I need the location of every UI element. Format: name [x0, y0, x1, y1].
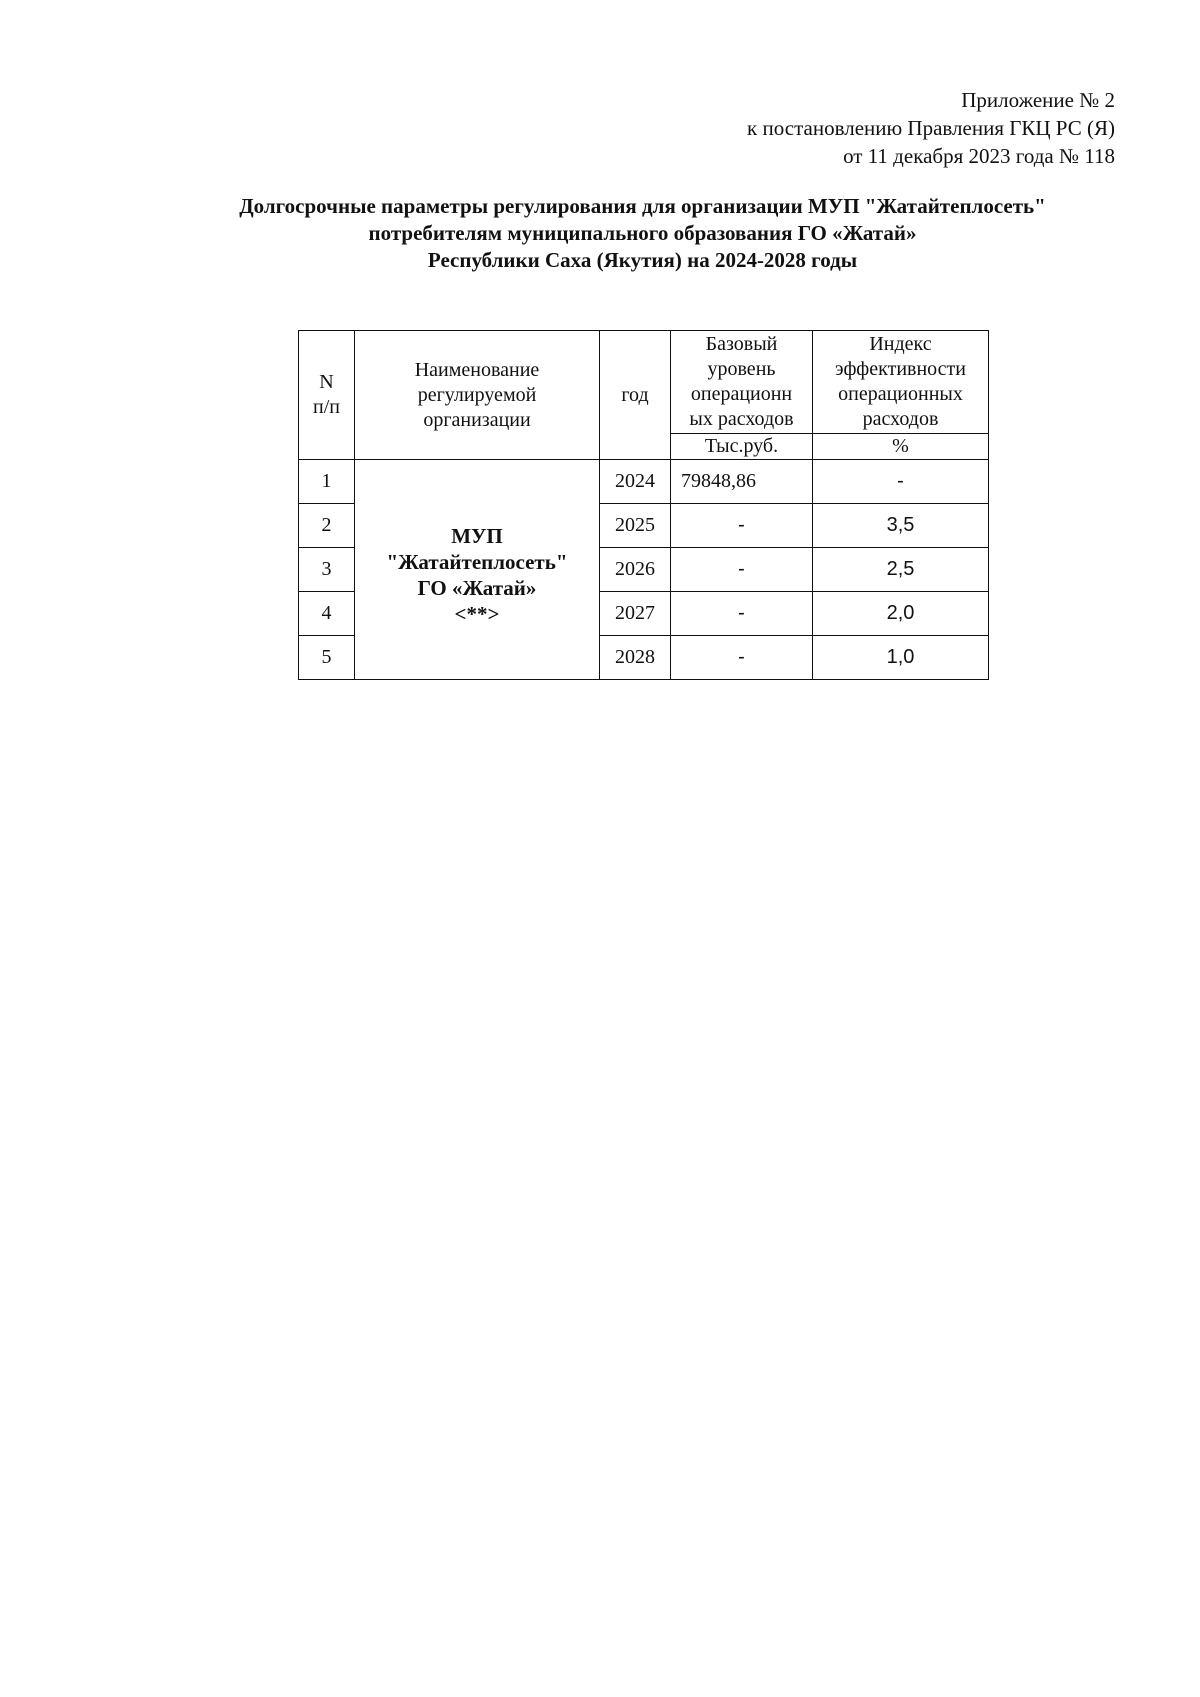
row-num: 2 [299, 504, 355, 548]
header-org-line: организации [423, 408, 531, 431]
organization-line: <**> [454, 601, 500, 626]
appendix-resolution: к постановлению Правления ГКЦ РС (Я) [747, 116, 1115, 140]
header-org-line: Наименование [414, 358, 540, 381]
row-index-value: 2,0 [813, 592, 989, 636]
row-base-value: - [671, 504, 813, 548]
row-year: 2027 [600, 592, 671, 636]
appendix-date: от 11 декабря 2023 года № 118 [843, 144, 1115, 168]
title-line-2: потребителям муниципального образования ГО «Жатай» [368, 221, 917, 245]
header-index-line: расходов [862, 408, 939, 430]
row-index-value: 2,5 [813, 548, 989, 592]
row-base-value: - [671, 548, 813, 592]
header-base-line: ых расходов [689, 408, 794, 430]
header-organization [355, 331, 600, 460]
organization-line: МУП [451, 523, 503, 548]
row-base-value: 79848,86 [671, 460, 813, 504]
row-num: 3 [299, 548, 355, 592]
row-index-value: 1,0 [813, 636, 989, 680]
header-base-line: уровень [707, 358, 776, 380]
appendix-number: Приложение № 2 [961, 88, 1115, 112]
header-base-line: операционн [690, 383, 793, 405]
header-efficiency-index [813, 331, 989, 434]
header-num-line: п/п [313, 396, 340, 418]
row-year: 2024 [600, 460, 671, 504]
row-index-value: 3,5 [813, 504, 989, 548]
row-base-value: - [671, 636, 813, 680]
organization-name [355, 460, 600, 680]
row-index-value: - [813, 460, 989, 504]
row-base-value: - [671, 592, 813, 636]
header-base-level [671, 331, 813, 434]
title-line-1: Долгосрочные параметры регулирования для организации МУП "Жатайтеплосеть" [239, 194, 1046, 218]
regulation-parameters-table [298, 330, 989, 680]
header-index-line: эффективности [834, 358, 966, 380]
organization-line: "Жатайтеплосеть" [386, 549, 568, 574]
header-index-line: Индекс [869, 333, 932, 355]
header-base-line: Базовый [705, 333, 778, 355]
row-num: 1 [299, 460, 355, 504]
document-title [150, 193, 1135, 274]
header-index-unit: % [813, 434, 989, 460]
header-index-line: операционных [838, 383, 963, 405]
table-header-row [299, 331, 989, 434]
header-org-line: регулируемой [417, 383, 537, 406]
row-num: 5 [299, 636, 355, 680]
row-year: 2025 [600, 504, 671, 548]
row-year: 2026 [600, 548, 671, 592]
header-base-unit: Тыс.руб. [671, 434, 813, 460]
row-num: 4 [299, 592, 355, 636]
header-year: год [600, 331, 671, 460]
appendix-reference [747, 86, 1115, 170]
table-row [299, 460, 989, 504]
row-year: 2028 [600, 636, 671, 680]
title-line-3: Республики Саха (Якутия) на 2024-2028 годы [427, 248, 858, 272]
header-num [299, 331, 355, 460]
organization-line: ГО «Жатай» [417, 575, 537, 600]
header-num-line: N [319, 371, 334, 393]
